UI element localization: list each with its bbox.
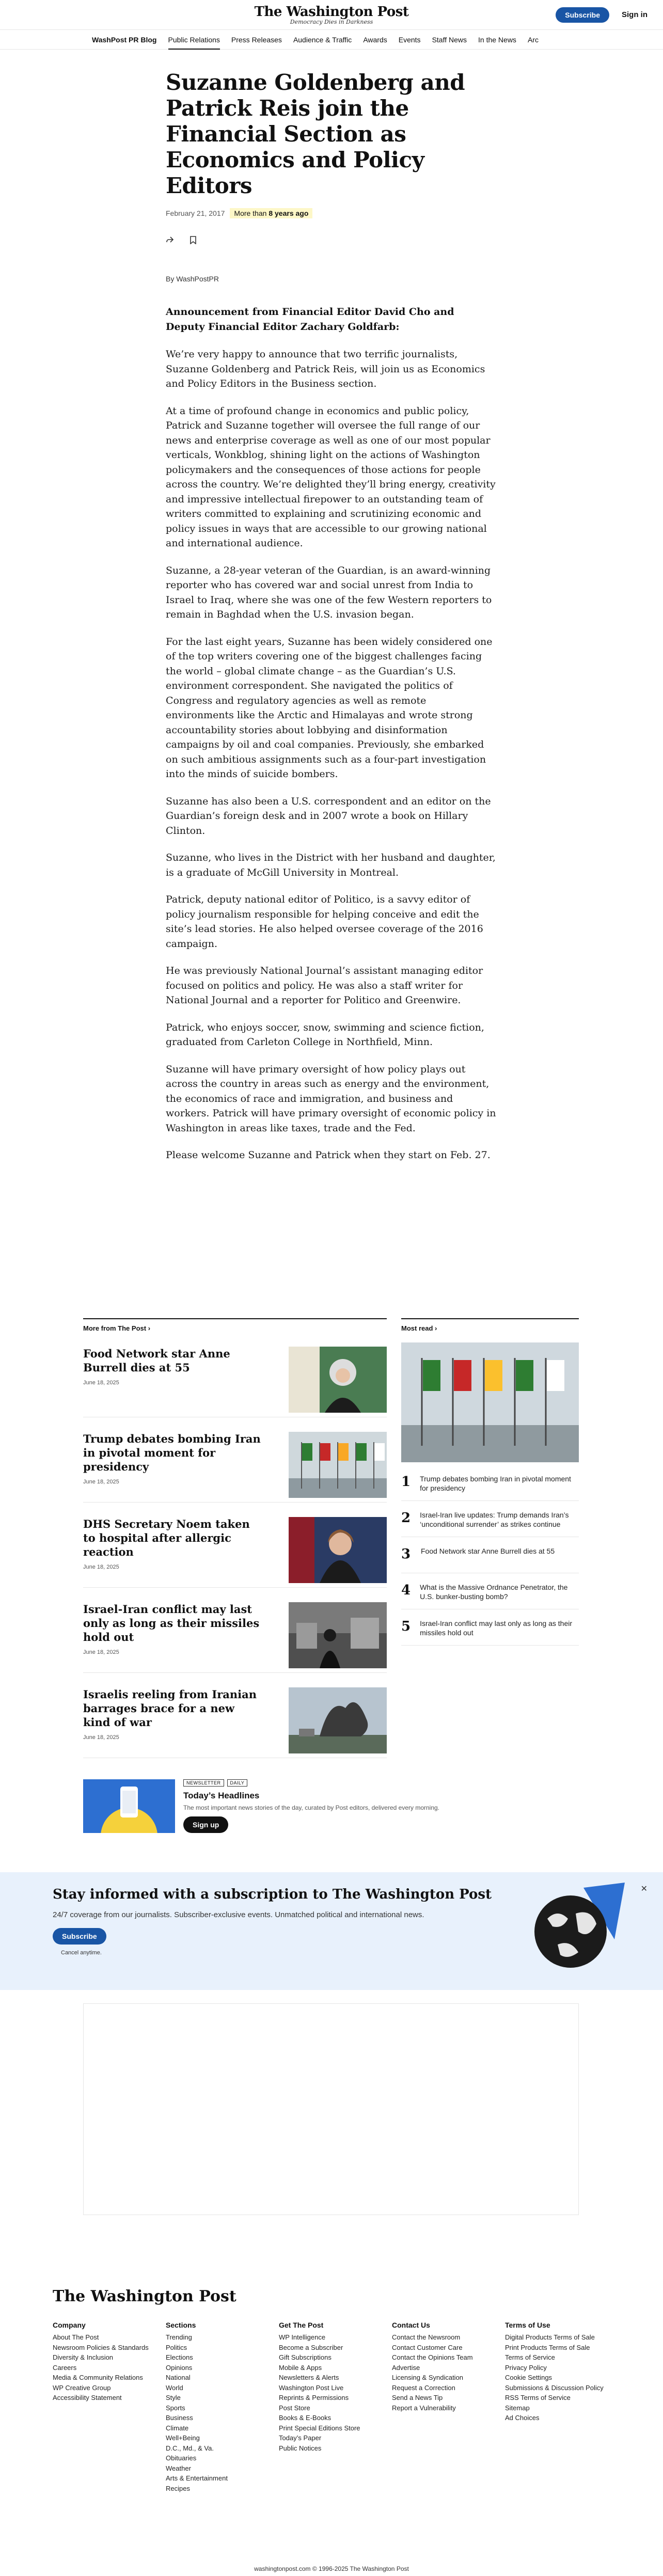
footer-link[interactable]: Style	[166, 2394, 181, 2401]
banner-subtitle: 24/7 coverage from our journalists. Subscriber-exclusive events. Unmatched political and international news.	[53, 1910, 424, 1919]
footer-link[interactable]: Post Store	[279, 2404, 310, 2412]
most-read-item[interactable]	[401, 1609, 579, 1646]
share-tools	[166, 236, 496, 247]
story-title[interactable]: Israel-Iran conflict may last only as long as their missiles hold out	[83, 1603, 260, 1643]
article-meta	[166, 208, 496, 218]
footer-link[interactable]: Washington Post Live	[279, 2383, 344, 2392]
most-read-item[interactable]	[401, 1573, 579, 1609]
newsletter-promo	[83, 1779, 512, 1853]
site-footer	[53, 2287, 621, 2493]
most-read-title[interactable]: Food Network star Anne Burrell dies at 55	[421, 1547, 555, 1555]
site-tagline: Democracy Dies in Darkness	[290, 19, 373, 25]
close-icon[interactable]: ✕	[640, 1885, 648, 1893]
globe-illustration	[527, 1883, 625, 1976]
footer-link[interactable]: Diversity & Inclusion	[53, 2353, 114, 2361]
footer-logo[interactable]: The Washington Post	[53, 2287, 236, 2305]
top-header	[0, 0, 663, 30]
article-date: February 21, 2017	[166, 209, 225, 217]
footer-link[interactable]: WP Creative Group	[53, 2383, 111, 2392]
rank-number: 4	[401, 1583, 411, 1598]
most-read-title[interactable]: Trump debates bombing Iran in pivotal moment for presidency	[420, 1475, 571, 1492]
article-paragraph: Patrick, who enjoys soccer, snow, swimming and science fiction, graduated from Carleton College in Northfield, Minn.	[166, 1021, 484, 1048]
footer-link[interactable]: Advertise	[392, 2363, 420, 2372]
footer-link[interactable]: Obituaries	[166, 2454, 197, 2462]
footer-link[interactable]: D.C., Md., & Va.	[166, 2444, 214, 2452]
article-headline: Suzanne Goldenberg and Patrick Reis join the Financial Section as Economics and Policy Editors	[166, 70, 465, 198]
footer-link[interactable]: Weather	[166, 2464, 191, 2472]
most-read-item[interactable]	[401, 1537, 579, 1573]
story-title[interactable]: DHS Secretary Noem taken to hospital after allergic reaction	[83, 1518, 250, 1558]
footer-column	[505, 2321, 618, 2493]
nav-item-arc[interactable]: Arc	[527, 36, 539, 44]
nav-item-public-relations[interactable]: Public Relations	[168, 36, 220, 50]
footer-link[interactable]: Media & Community Relations	[53, 2374, 143, 2381]
footer-link[interactable]: Careers	[53, 2363, 77, 2372]
footer-link[interactable]: National	[166, 2374, 191, 2381]
article-age-badge: More than 8 years ago	[230, 208, 312, 218]
footer-link[interactable]: Contact the Newsroom	[392, 2333, 461, 2341]
most-read-item[interactable]	[401, 1501, 579, 1537]
nav-item-audience-traffic[interactable]: Audience & Traffic	[293, 36, 352, 44]
ad-placeholder	[83, 2003, 579, 2215]
footer-link[interactable]: Contact Customer Care	[392, 2343, 463, 2351]
article-lead: Announcement from Financial Editor David Cho and Deputy Financial Editor Zachary Goldfarb:	[166, 306, 454, 333]
most-read	[401, 1318, 579, 1646]
footer-link[interactable]: Print Special Editions Store	[279, 2424, 360, 2432]
footer-link[interactable]: World	[166, 2383, 183, 2392]
article	[166, 70, 496, 1163]
banner-title: Stay informed with a subscription to The Washington Post	[53, 1887, 492, 1902]
footer-link[interactable]: About The Post	[53, 2333, 99, 2341]
most-read-title[interactable]: Most read ›	[401, 1318, 579, 1332]
more-from-the-post	[83, 1318, 387, 1758]
article-paragraph: Suzanne, a 28-year veteran of the Guardian, is an award-winning reporter who has covered war and social unrest from India to Israel to Iraq, where she was one of the few Western reporters to remain in Baghdad when the U.S. invasion began.	[166, 564, 492, 620]
rank-number: 5	[401, 1619, 411, 1634]
footer-column-heading: Company	[53, 2321, 86, 2329]
footer-column	[279, 2321, 392, 2493]
nav-item-in-the-news[interactable]: In the News	[478, 36, 516, 44]
footer-link[interactable]: Opinions	[166, 2363, 193, 2372]
story-title[interactable]: Israelis reeling from Iranian barrages brace for a new kind of war	[83, 1688, 257, 1729]
footer-link[interactable]: Arts & Entertainment	[166, 2474, 228, 2482]
footer-link[interactable]: Terms of Service	[505, 2353, 555, 2361]
footer-link[interactable]: Submissions & Discussion Policy	[505, 2383, 604, 2392]
story-card[interactable]	[83, 1503, 387, 1588]
footer-link[interactable]: RSS Terms of Service	[505, 2394, 571, 2401]
rank-number: 2	[401, 1510, 411, 1526]
newsletter-signup-button[interactable]: Sign up	[183, 1816, 228, 1833]
footer-column-heading: Get The Post	[279, 2321, 324, 2329]
story-card[interactable]	[83, 1673, 387, 1758]
footer-column	[392, 2321, 505, 2493]
footer-link[interactable]: Elections	[166, 2353, 193, 2361]
article-paragraph: He was previously National Journal’s assistant managing editor focused on politics and policy. He was also a staff writer for National Journal and a reporter for Politico and Greenwire.	[166, 965, 483, 1006]
footer-link[interactable]: Request a Correction	[392, 2383, 455, 2392]
footer-link[interactable]: Newsletters & Alerts	[279, 2374, 339, 2381]
most-read-title[interactable]: Israel-Iran live updates: Trump demands Iran’s ‘unconditional surrender’ as strikes continue	[420, 1511, 569, 1528]
more-section-title[interactable]: More from The Post ›	[83, 1318, 387, 1332]
nav-item-events[interactable]: Events	[398, 36, 421, 44]
footer-column	[166, 2321, 279, 2493]
story-card[interactable]	[83, 1588, 387, 1673]
article-paragraph: Suzanne has also been a U.S. correspondent and an editor on the Guardian’s foreign desk and in 2007 wrote a book on Hillary Clinton.	[166, 795, 491, 836]
newsletter-description: The most important news stories of the day, curated by Post editors, delivered every morning.	[183, 1804, 440, 1811]
bookmark-icon[interactable]	[190, 236, 197, 247]
site-logo[interactable]: The Washington Post	[254, 4, 409, 20]
signin-button[interactable]: Sign in	[622, 10, 648, 19]
footer-link[interactable]: Contact the Opinions Team	[392, 2353, 473, 2361]
footer-column-heading: Contact Us	[392, 2321, 430, 2329]
footer-link[interactable]: Mobile & Apps	[279, 2363, 322, 2372]
footer-link[interactable]: Sitemap	[505, 2404, 530, 2412]
most-read-title[interactable]: Israel-Iran conflict may last only as long as their missiles hold out	[420, 1619, 572, 1637]
nav-item-staff-news[interactable]: Staff News	[432, 36, 467, 44]
most-read-title[interactable]: What is the Massive Ordnance Penetrator, the U.S. bunker-busting bomb?	[420, 1583, 568, 1601]
footer-link[interactable]: Trending	[166, 2333, 192, 2341]
most-read-item[interactable]	[401, 1465, 579, 1501]
story-date: June 18, 2025	[83, 1380, 119, 1386]
story-card[interactable]	[83, 1417, 387, 1503]
footer-link[interactable]: WP Intelligence	[279, 2333, 326, 2341]
article-byline[interactable]: By WashPostPR	[166, 275, 219, 283]
article-paragraph: Suzanne, who lives in the District with her husband and daughter, is a graduate of McGill University in Montreal.	[166, 852, 496, 878]
footer-link[interactable]: Digital Products Terms of Sale	[505, 2333, 595, 2341]
story-card[interactable]	[83, 1332, 387, 1417]
nav-item-pr-blog[interactable]: WashPost PR Blog	[92, 36, 157, 44]
story-date: June 18, 2025	[83, 1564, 119, 1570]
footer-link[interactable]: Books & E-Books	[279, 2414, 332, 2422]
story-image[interactable]	[289, 1517, 387, 1583]
footer-link[interactable]: Accessibility Statement	[53, 2394, 122, 2401]
rank-number: 1	[401, 1474, 411, 1490]
footer-link[interactable]: Reprints & Permissions	[279, 2394, 349, 2401]
footer-link[interactable]: Public Notices	[279, 2444, 322, 2452]
footer-link[interactable]: Well+Being	[166, 2434, 200, 2442]
footer-link[interactable]: Today’s Paper	[279, 2434, 322, 2442]
newsletter-tag: NEWSLETTER	[183, 1779, 224, 1787]
article-paragraph: At a time of profound change in economics and public policy, Patrick and Suzanne together will oversee the full range of our news and enterprise coverage as well as one of our most popular verticals, Wonkblog, shining light on the actions of Washington policymakers and the consequences of those actions for people across the country. We’re delighted they’ll bring energy, creativity and impressive intellectual firepower to an outstanding team of writers committed to explaining and scrutinizing economic and policy issues in ways that are accessible to our growing national and international audience.	[166, 405, 496, 549]
subscription-banner	[0, 1872, 663, 1990]
footer-link[interactable]: Privacy Policy	[505, 2363, 547, 2372]
footer-column	[53, 2321, 166, 2493]
nav-item-awards[interactable]: Awards	[363, 36, 387, 44]
story-date: June 18, 2025	[83, 1649, 119, 1655]
banner-cancel-note: Cancel anytime.	[61, 1950, 102, 1956]
story-title[interactable]: Trump debates bombing Iran in pivotal moment for presidency	[83, 1432, 261, 1473]
section-nav	[0, 30, 663, 50]
footer-column-heading: Sections	[166, 2321, 196, 2329]
footer-column-heading: Terms of Use	[505, 2321, 550, 2329]
footer-link[interactable]: Ad Choices	[505, 2414, 540, 2422]
footer-link[interactable]: Sports	[166, 2404, 185, 2412]
footer-link[interactable]: Cookie Settings	[505, 2374, 552, 2381]
article-paragraph: For the last eight years, Suzanne has been widely considered one of the top writers covering one of the biggest challenges facing the world – global climate change – as the Guardian’s U.S. environment correspondent. She navigated the politics of Congress and regulatory agencies as well as remote environments like the Arctic and Himalayas and wrote strong accountability stories about lobbying and disinformation campaigns by oil and coal companies. Previously, she embarked on such ambitious assignments such as a four-part investigation into the minds of suicide bombers.	[166, 636, 493, 780]
footer-link[interactable]: Business	[166, 2414, 193, 2422]
frequency-tag: DAILY	[227, 1779, 248, 1787]
footer-link[interactable]: Politics	[166, 2343, 187, 2351]
newsletter-image	[83, 1779, 175, 1833]
article-paragraph: Suzanne will have primary oversight of how policy plays out across the country in areas such as energy and the environment, the economics of race and immigration, and business and workers. Patrick will have primary oversight of economic policy in Washington in areas like taxes, trade and the Fed.	[166, 1063, 496, 1134]
footer-link[interactable]: Report a Vulnerability	[392, 2404, 456, 2412]
footer-link[interactable]: Licensing & Syndication	[392, 2374, 464, 2381]
copyright: washingtonpost.com © 1996-2025 The Washington Post	[254, 2565, 409, 2572]
most-read-image[interactable]	[401, 1342, 579, 1462]
article-paragraph: We’re very happy to announce that two terrific journalists, Suzanne Goldenberg and Patrick Reis, will join us as Economics and Policy Editors in the Business section.	[166, 349, 485, 389]
footer-link[interactable]: Become a Subscriber	[279, 2343, 343, 2351]
story-date: June 18, 2025	[83, 1734, 119, 1741]
footer-link[interactable]: Send a News Tip	[392, 2394, 443, 2401]
story-title[interactable]: Food Network star Anne Burrell dies at 55	[83, 1347, 230, 1374]
footer-link[interactable]: Print Products Terms of Sale	[505, 2343, 590, 2351]
banner-subscribe-button[interactable]: Subscribe	[53, 1928, 106, 1945]
story-image[interactable]	[289, 1432, 387, 1498]
footer-link[interactable]: Newsroom Policies & Standards	[53, 2343, 149, 2351]
footer-link[interactable]: Gift Subscriptions	[279, 2353, 332, 2361]
footer-link[interactable]: Climate	[166, 2424, 189, 2432]
subscribe-button[interactable]: Subscribe	[556, 7, 609, 23]
story-image[interactable]	[289, 1347, 387, 1413]
article-paragraph: Patrick, deputy national editor of Politico, is a savvy editor of policy journalism responsible for helping conceive and edit the site’s lead stories. He also helped oversee coverage of the 2016 campaign.	[166, 894, 483, 950]
newsletter-title: Today’s Headlines	[183, 1791, 260, 1800]
footer-link[interactable]: Recipes	[166, 2484, 190, 2492]
nav-item-press-releases[interactable]: Press Releases	[231, 36, 282, 44]
rank-number: 3	[401, 1546, 411, 1562]
story-image[interactable]	[289, 1687, 387, 1753]
story-image[interactable]	[289, 1602, 387, 1668]
story-date: June 18, 2025	[83, 1479, 119, 1485]
article-paragraph: Please welcome Suzanne and Patrick when they start on Feb. 27.	[166, 1149, 491, 1161]
share-icon[interactable]	[166, 236, 174, 247]
